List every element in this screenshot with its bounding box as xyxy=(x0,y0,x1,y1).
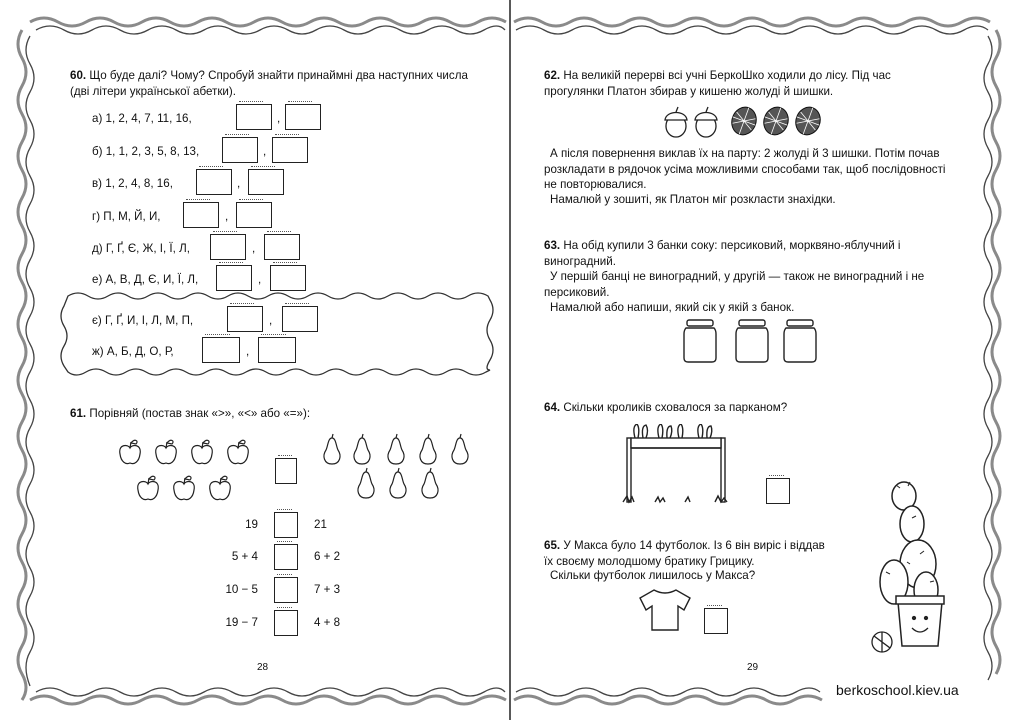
task-60-row-h: ж) А, Б, Д, О, Р, xyxy=(92,345,174,358)
answer-box[interactable] xyxy=(258,337,296,363)
separator: , xyxy=(252,242,256,255)
task-60-row-b: б) 1, 1, 2, 3, 5, 8, 13, xyxy=(92,145,200,158)
task-65-text: У Макса було 14 футболок. Із 6 він виріс і віддав їх своєму молодшому братику Грицику. xyxy=(544,539,825,568)
task-60-row-d: г) П, М, Й, И, xyxy=(92,210,161,223)
compare-left-2: 5 + 4 xyxy=(231,550,258,563)
compare-box[interactable] xyxy=(274,577,298,603)
task-63-para3: Намалюй або напиши, який сік у якій з банок. xyxy=(550,301,795,314)
task-60-row-a: а) 1, 2, 4, 7, 11, 16, xyxy=(92,112,192,125)
apples-illustration xyxy=(108,432,268,510)
answer-box[interactable] xyxy=(264,234,300,260)
task-62-text: На великій перерві всі учні БеркоШко ходили до лісу. Під час прогулянки Платон збирав у кишеню жолуді й шишки. xyxy=(544,69,891,98)
answer-box[interactable] xyxy=(216,265,252,291)
task-61-number: 61. xyxy=(70,407,87,420)
task-60-text: Що буде далі? Чому? Спробуй знайти принаймні два наступних числа (дві літери української абетки). xyxy=(70,69,468,98)
task-63 xyxy=(544,238,952,269)
separator: , xyxy=(258,273,262,286)
task-62 xyxy=(544,68,952,99)
task-63-para2: У першій банці не виноградний, у другій — також не виноградний і не персиковий. xyxy=(544,270,925,299)
task-60-row-c: в) 1, 2, 4, 8, 16, xyxy=(92,177,173,190)
task-62-para3: Намалюй у зошиті, як Платон міг розкласти знахідки. xyxy=(550,193,836,206)
task-60 xyxy=(70,68,478,99)
tshirts-answer-box[interactable] xyxy=(704,608,728,634)
compare-right-2: 6 + 2 xyxy=(314,550,341,563)
compare-box[interactable] xyxy=(274,512,298,538)
separator: , xyxy=(246,345,250,358)
answer-box[interactable] xyxy=(248,169,284,195)
answer-box[interactable] xyxy=(236,202,272,228)
separator: , xyxy=(237,177,241,190)
task-63-text: На обід купили 3 банки соку: персиковий, морквяно-яблучний і виноградний. xyxy=(544,239,901,268)
cactus-illustration xyxy=(860,478,956,658)
compare-left-1: 19 xyxy=(245,518,258,531)
answer-box[interactable] xyxy=(282,306,318,332)
task-65-number: 65. xyxy=(544,539,561,552)
answer-box[interactable] xyxy=(285,104,321,130)
answer-box[interactable] xyxy=(202,337,240,363)
task-63-number: 63. xyxy=(544,239,561,252)
compare-right-1: 21 xyxy=(314,518,327,531)
compare-box-fruits[interactable] xyxy=(275,458,297,484)
page-number-left: 28 xyxy=(257,662,269,673)
task-64 xyxy=(544,400,952,416)
task-62-para2: А після повернення виклав їх на парту: 2 жолуді й 3 шишки. Потім почав розкладати в рядочок усіма можливими способами так, щоб послідовності не повторювалися. xyxy=(544,147,946,191)
compare-box[interactable] xyxy=(274,544,298,570)
task-61-text: Порівняй (постав знак «>», «<» або «=»): xyxy=(89,407,311,420)
rabbits-answer-box[interactable] xyxy=(766,478,790,504)
separator: , xyxy=(263,145,267,158)
juice-jars-illustration xyxy=(680,318,820,364)
task-60-row-g: є) Г, Ґ, И, І, Л, М, П, xyxy=(92,314,194,327)
fence-rabbits-illustration xyxy=(615,424,745,508)
answer-box[interactable] xyxy=(270,265,306,291)
answer-box[interactable] xyxy=(222,137,258,163)
answer-box[interactable] xyxy=(183,202,219,228)
task-64-text: Скільки кроликів сховалося за парканом? xyxy=(563,401,788,414)
answer-box[interactable] xyxy=(227,306,263,332)
task-62-number: 62. xyxy=(544,69,561,82)
answer-box[interactable] xyxy=(210,234,246,260)
tshirt-icon xyxy=(636,586,694,634)
answer-box[interactable] xyxy=(196,169,232,195)
compare-left-3: 10 − 5 xyxy=(225,583,258,596)
answer-box[interactable] xyxy=(236,104,272,130)
task-61 xyxy=(70,406,470,422)
compare-right-3: 7 + 3 xyxy=(314,583,341,596)
compare-box[interactable] xyxy=(274,610,298,636)
separator: , xyxy=(269,314,273,327)
website-watermark: berkoschool.kiev.ua xyxy=(836,682,959,698)
separator: , xyxy=(225,210,229,223)
task-60-row-f: е) А, В, Д, Є, И, Ї, Л, xyxy=(92,273,199,286)
pears-illustration xyxy=(316,432,476,502)
acorns-cones-illustration xyxy=(660,102,832,140)
task-60-number: 60. xyxy=(70,69,87,82)
page-number-right: 29 xyxy=(747,662,759,673)
answer-box[interactable] xyxy=(272,137,308,163)
task-65-para2: Скільки футболок лишилось у Макса? xyxy=(550,569,756,582)
compare-right-4: 4 + 8 xyxy=(314,616,341,629)
compare-left-4: 19 − 7 xyxy=(225,616,258,629)
separator: , xyxy=(277,112,281,125)
task-64-number: 64. xyxy=(544,401,561,414)
task-65 xyxy=(544,538,826,569)
task-60-row-e: д) Г, Ґ, Є, Ж, І, Ї, Л, xyxy=(92,242,190,255)
